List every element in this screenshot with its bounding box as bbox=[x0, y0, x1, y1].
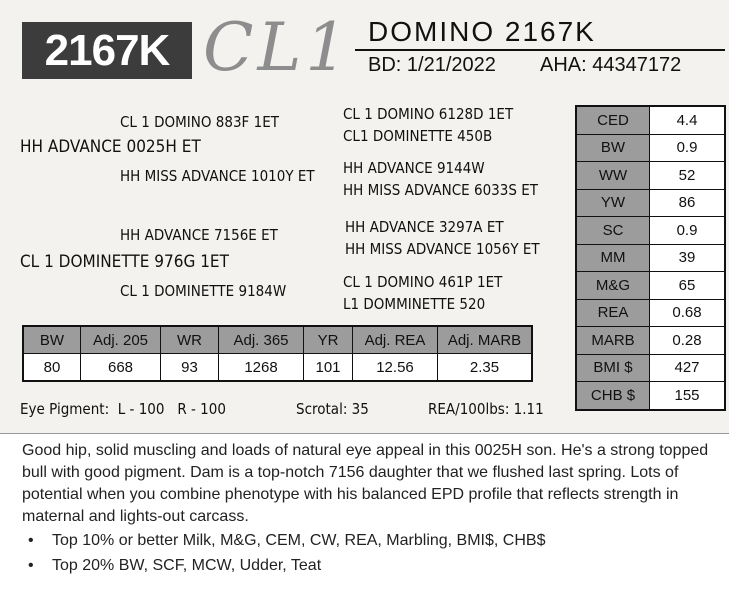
epd-label: BMI $ bbox=[576, 354, 650, 382]
epd-row bbox=[576, 244, 725, 272]
pedigree-sdd: HH MISS ADVANCE 6033S ET bbox=[343, 181, 539, 199]
epd-row bbox=[576, 217, 725, 245]
epd-row bbox=[576, 272, 725, 300]
animal-name: DOMINO 2167K bbox=[368, 16, 596, 47]
epd-table bbox=[575, 105, 726, 411]
performance-table bbox=[22, 325, 533, 382]
epd-row bbox=[576, 189, 725, 217]
epd-value: 427 bbox=[650, 354, 726, 382]
list-item: • Top 20% BW, SCF, MCW, Udder, Teat bbox=[22, 553, 545, 578]
perf-value: 93 bbox=[161, 354, 219, 382]
epd-label: MM bbox=[576, 244, 650, 272]
epd-label: YW bbox=[576, 189, 650, 217]
pedigree-dam-sire: HH ADVANCE 7156E ET bbox=[120, 226, 278, 244]
performance-value-row bbox=[23, 354, 532, 382]
lot-number-badge: 2167K bbox=[22, 22, 192, 79]
epd-label: WW bbox=[576, 162, 650, 190]
pedigree-ddd: L1 DOMMINETTE 520 bbox=[343, 295, 486, 313]
pedigree-sire: HH ADVANCE 0025H ET bbox=[20, 137, 201, 157]
perf-value: 1268 bbox=[219, 354, 304, 382]
pedigree-dam-dam: CL 1 DOMINETTE 9184W bbox=[120, 282, 287, 300]
scrotal: Scrotal: 35 bbox=[296, 400, 369, 418]
epd-value: 0.68 bbox=[650, 299, 726, 327]
perf-header: Adj. 205 bbox=[81, 326, 161, 354]
epd-value: 0.9 bbox=[650, 134, 726, 162]
epd-value: 52 bbox=[650, 162, 726, 190]
epd-row bbox=[576, 299, 725, 327]
epd-value: 0.9 bbox=[650, 217, 726, 245]
perf-value: 101 bbox=[304, 354, 353, 382]
epd-value: 65 bbox=[650, 272, 726, 300]
list-item: • Top 10% or better Milk, M&G, CEM, CW, REA, Marbling, BMI$, CHB$ bbox=[22, 528, 545, 553]
perf-header: WR bbox=[161, 326, 219, 354]
eye-pigment: Eye Pigment: L - 100 R - 100 bbox=[20, 400, 226, 418]
perf-header: Adj. 365 bbox=[219, 326, 304, 354]
pedigree-sds: HH ADVANCE 9144W bbox=[343, 159, 485, 177]
epd-row bbox=[576, 382, 725, 410]
ranch-logo: CL1 bbox=[203, 9, 352, 86]
epd-value: 4.4 bbox=[650, 106, 726, 134]
pedigree-sire-dam: HH MISS ADVANCE 1010Y ET bbox=[120, 167, 315, 185]
perf-header: YR bbox=[304, 326, 353, 354]
description-text: Good hip, solid muscling and loads of natural eye appeal in this 0025H son. He's a strong topped bull with good pigment. Dam is a top-notch 7156 daughter that we flushed last spring. Lots of potential when you combine phenotype with his balanced EPD profile that reflects strength in maternal and lights-out carcass. bbox=[22, 442, 709, 525]
epd-label: SC bbox=[576, 217, 650, 245]
perf-value: 80 bbox=[23, 354, 81, 382]
epd-value: 155 bbox=[650, 382, 726, 410]
rea-per-100lbs: REA/100lbs: 1.11 bbox=[428, 400, 544, 418]
epd-row bbox=[576, 354, 725, 382]
highlights-list bbox=[22, 528, 545, 578]
perf-header: Adj. MARB bbox=[438, 326, 533, 354]
epd-row bbox=[576, 162, 725, 190]
epd-label: CED bbox=[576, 106, 650, 134]
epd-row bbox=[576, 134, 725, 162]
epd-value: 0.28 bbox=[650, 327, 726, 355]
epd-label: REA bbox=[576, 299, 650, 327]
epd-row bbox=[576, 106, 725, 134]
epd-label: BW bbox=[576, 134, 650, 162]
epd-value: 86 bbox=[650, 189, 726, 217]
epd-value: 39 bbox=[650, 244, 726, 272]
epd-label: CHB $ bbox=[576, 382, 650, 410]
epd-row bbox=[576, 327, 725, 355]
perf-header: BW bbox=[23, 326, 81, 354]
perf-value: 2.35 bbox=[438, 354, 533, 382]
perf-value: 12.56 bbox=[353, 354, 438, 382]
pedigree-dss: HH ADVANCE 3297A ET bbox=[345, 218, 504, 236]
perf-header: Adj. REA bbox=[353, 326, 438, 354]
epd-label: M&G bbox=[576, 272, 650, 300]
pedigree-dds: CL 1 DOMINO 461P 1ET bbox=[343, 273, 503, 291]
perf-value: 668 bbox=[81, 354, 161, 382]
performance-header-row bbox=[23, 326, 532, 354]
pedigree-dsd: HH MISS ADVANCE 1056Y ET bbox=[345, 240, 540, 258]
pedigree-dam: CL 1 DOMINETTE 976G 1ET bbox=[20, 252, 229, 272]
header-divider bbox=[355, 49, 725, 51]
registration-number: AHA: 44347172 bbox=[540, 54, 682, 76]
pedigree-ssd: CL1 DOMINETTE 450B bbox=[343, 127, 493, 145]
birth-date: BD: 1/21/2022 bbox=[368, 54, 496, 76]
epd-label: MARB bbox=[576, 327, 650, 355]
pedigree-sire-sire: CL 1 DOMINO 883F 1ET bbox=[120, 113, 279, 131]
pedigree-sss: CL 1 DOMINO 6128D 1ET bbox=[343, 105, 514, 123]
